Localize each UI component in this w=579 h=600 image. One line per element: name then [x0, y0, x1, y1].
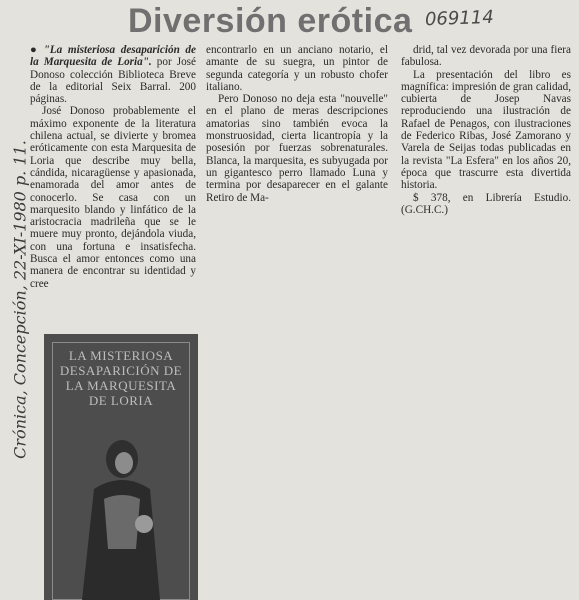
book-cover-title: LA MISTERIOSA DESAPARICIÓN DE LA MARQUESITA DE LORIA [59, 348, 183, 408]
book-title-text: "La misteriosa desaparición de la Marquesita de Loria". [30, 44, 196, 69]
paragraph: drid, tal vez devorada por una fiera fabulosa. [401, 44, 571, 69]
paragraph: José Donoso probablemente el máximo exponente de la literatura chilena actual, se divierte y bromea eróticamente con esta Marquesita de Loria que describe muy bella, cándida, nicaragüense y apasionada, enamorada del amor antes de conocerlo. Se casa con un marquesito blando y linfático de la aristocracia madrileña que se le muere muy pronto, dejándola viuda, con una fortuna e insatisfecha. Busca el amor entonces como una manera de encontrar su identidad y cree [30, 105, 196, 290]
book-cover-image [44, 334, 198, 600]
paragraph: encontrarlo en un anciano notario, el amante de su suegra, un pintor de segunda categoría y un robusto chofer italiano. [206, 44, 388, 93]
archive-stamp: 069114 [424, 6, 495, 31]
article-column-1 [30, 44, 196, 290]
paragraph: La presentación del libro es magnífica: impresión de gran calidad, cubierta de Josep Navas reproduciendo una ilustración de Rafael de Penagos, con ilustraciones de Federico Ribas, José Zamorano y Varela de Seijas todas publicadas en la revista "La Esfera" en los años 20, época que trascurre esta divertida historia. [401, 68, 571, 192]
cover-illustration-figure-icon [74, 429, 169, 600]
article-column-2 [206, 44, 388, 204]
book-details-text: por José Donoso colección Biblioteca Breve de la editorial Seix Barral. 200 páginas. [30, 56, 197, 106]
paragraph: Pero Donoso no deja esta "nouvelle" en el plano de meras descripciones amatorias sino también evoca la monstruosidad, cierta licantropía y la posesión por fuerzas sobrenaturales. Blanca, la marquesita, es subyugada por un gigantesco perro llamado Luna y termina por desaparecer en el galante Retiro de Ma- [206, 93, 388, 204]
bullet-icon: ● [30, 44, 40, 56]
article-headline: Diversión erótica [128, 2, 413, 40]
book-reference [30, 44, 196, 105]
article-column-3 [401, 44, 571, 216]
price-and-signature: $ 378, en Librería Estudio. (G.CH.C.) [401, 191, 571, 216]
handwritten-source-note: Crónica, Concepción, 22-XI-1980 p. 11. [10, 140, 30, 459]
